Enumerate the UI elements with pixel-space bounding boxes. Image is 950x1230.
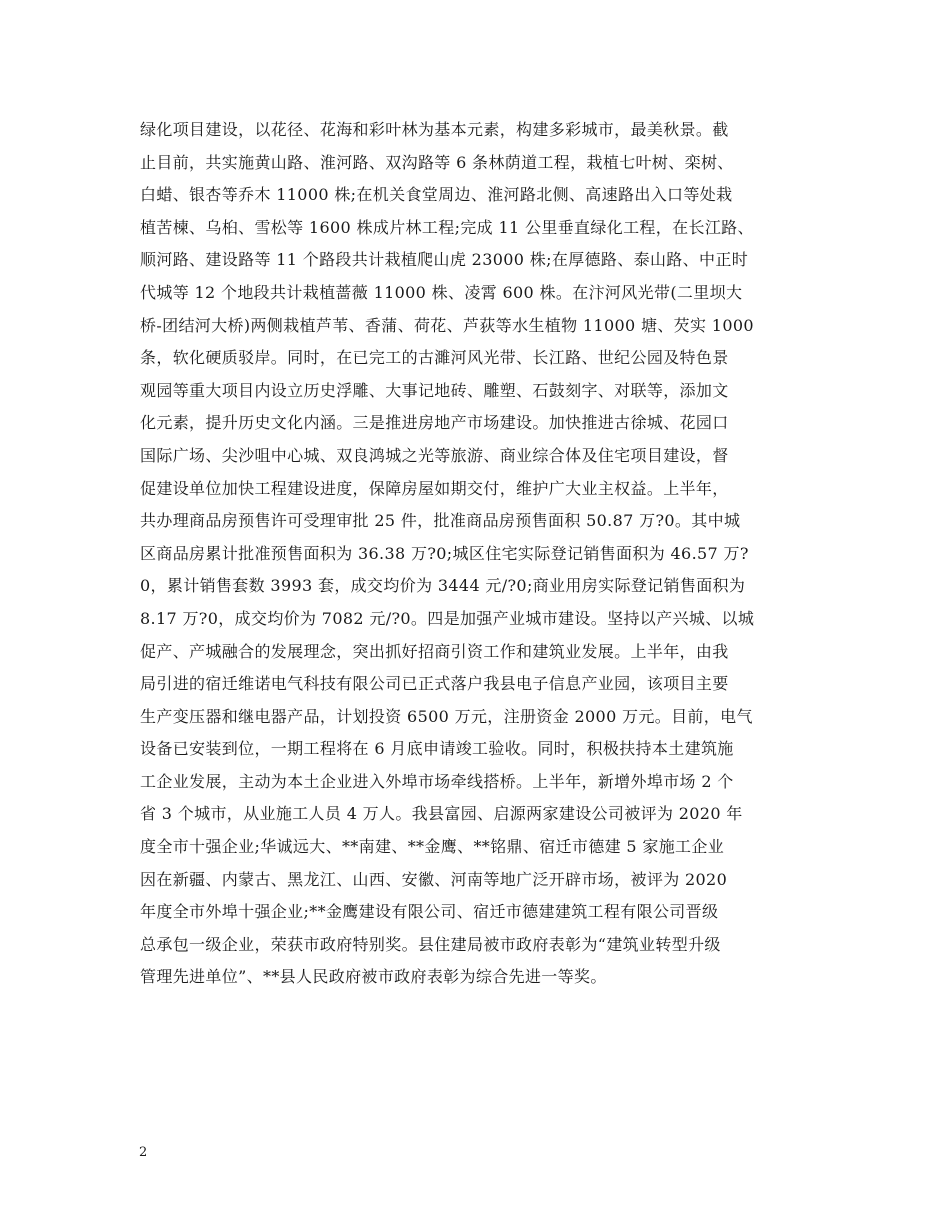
text-line: 国际广场、尖沙咀中心城、双良鸿城之光等旅游、商业综合体及住宅项目建设，督 — [140, 445, 729, 465]
text-line: 省 3 个城市，从业施工人员 4 万人。我县富园、启源两家建设公司被评为 2020 年 — [140, 804, 743, 824]
text-line: 局引进的宿迁维诺电气科技有限公司已正式落户我县电子信息产业园，该项目主要 — [140, 674, 729, 694]
text-line: 8.17 万?0，成交均价为 7082 元/?0。四是加强产业城市建设。坚持以产兴城、以城 — [140, 608, 755, 628]
text-line: 止目前，共实施黄山路、淮河路、双沟路等 6 条林荫道工程，栽植七叶树、栾树、 — [140, 152, 734, 172]
text-line: 0，累计销售套数 3993 套，成交均价为 3444 元/?0;商业用房实际登记销售面积为 — [140, 576, 746, 596]
text-line: 因在新疆、内蒙古、黑龙江、山西、安徽、河南等地广泛开辟市场，被评为 2020 — [140, 869, 728, 889]
text-line: 条，软化硬质驳岸。同时，在已完工的古濉河风光带、长江路、世纪公园及特色景 — [140, 348, 729, 368]
text-line: 顺河路、建设路等 11 个路段共计栽植爬山虎 23000 株;在厚德路、泰山路、中正时 — [140, 250, 749, 270]
text-line: 度全市十强企业;华诚远大、**南建、**金鹰、**铭鼎、宿迁市德建 5 家施工企业 — [140, 837, 725, 857]
text-line: 代城等 12 个地段共计栽植蔷薇 11000 株、凌霄 600 株。在汴河风光带(二里坝大 — [140, 282, 743, 302]
text-line: 促建设单位加快工程建设进度，保障房屋如期交付，维护广大业主权益。上半年， — [140, 478, 729, 498]
page-number: 2 — [139, 1145, 148, 1160]
text-line: 工企业发展，主动为本土企业进入外埠市场牵线搭桥。上半年，新增外埠市场 2 个 — [140, 771, 734, 791]
text-line: 管理先进单位”、**县人民政府被市政府表彰为综合先进一等奖。 — [140, 967, 607, 987]
text-line: 白蜡、银杏等乔木 11000 株;在机关食堂周边、淮河路北侧、高速路出入口等处栽 — [140, 185, 733, 205]
text-line: 设备已安装到位，一期工程将在 6 月底申请竣工验收。同时，积极扶持本土建筑施 — [140, 739, 734, 759]
text-line: 共办理商品房预售许可受理审批 25 件，批准商品房预售面积 50.87 万?0。其中城 — [140, 511, 741, 531]
text-line: 桥-团结河大桥)两侧栽植芦苇、香蒲、荷花、芦荻等水生植物 11000 塘、芡实 1000 — [140, 315, 754, 335]
text-line: 植苦楝、乌桕、雪松等 1600 株成片林工程;完成 11 公里垂直绿化工程，在长江路、 — [140, 217, 754, 237]
body-paragraph — [140, 114, 830, 994]
text-line: 区商品房累计批准预售面积为 36.38 万?0;城区住宅实际登记销售面积为 46.57 万? — [140, 543, 749, 563]
text-line: 生产变压器和继电器产品，计划投资 6500 万元，注册资金 2000 万元。目前，电气 — [140, 706, 753, 726]
text-line: 总承包一级企业，荣获市政府特别奖。县住建局被市政府表彰为“建筑业转型升级 — [140, 934, 721, 954]
text-line: 促产、产城融合的发展理念，突出抓好招商引资工作和建筑业发展。上半年，由我 — [140, 641, 729, 661]
text-line: 化元素，提升历史文化内涵。三是推进房地产市场建设。加快推进古徐城、花园口 — [140, 413, 729, 433]
text-line: 年度全市外埠十强企业;**金鹰建设有限公司、宿迁市德建建筑工程有限公司晋级 — [140, 902, 719, 922]
text-line: 观园等重大项目内设立历史浮雕、大事记地砖、雕塑、石鼓刻字、对联等，添加文 — [140, 380, 729, 400]
text-line: 绿化项目建设，以花径、花海和彩叶林为基本元素，构建多彩城市，最美秋景。截 — [140, 120, 729, 139]
